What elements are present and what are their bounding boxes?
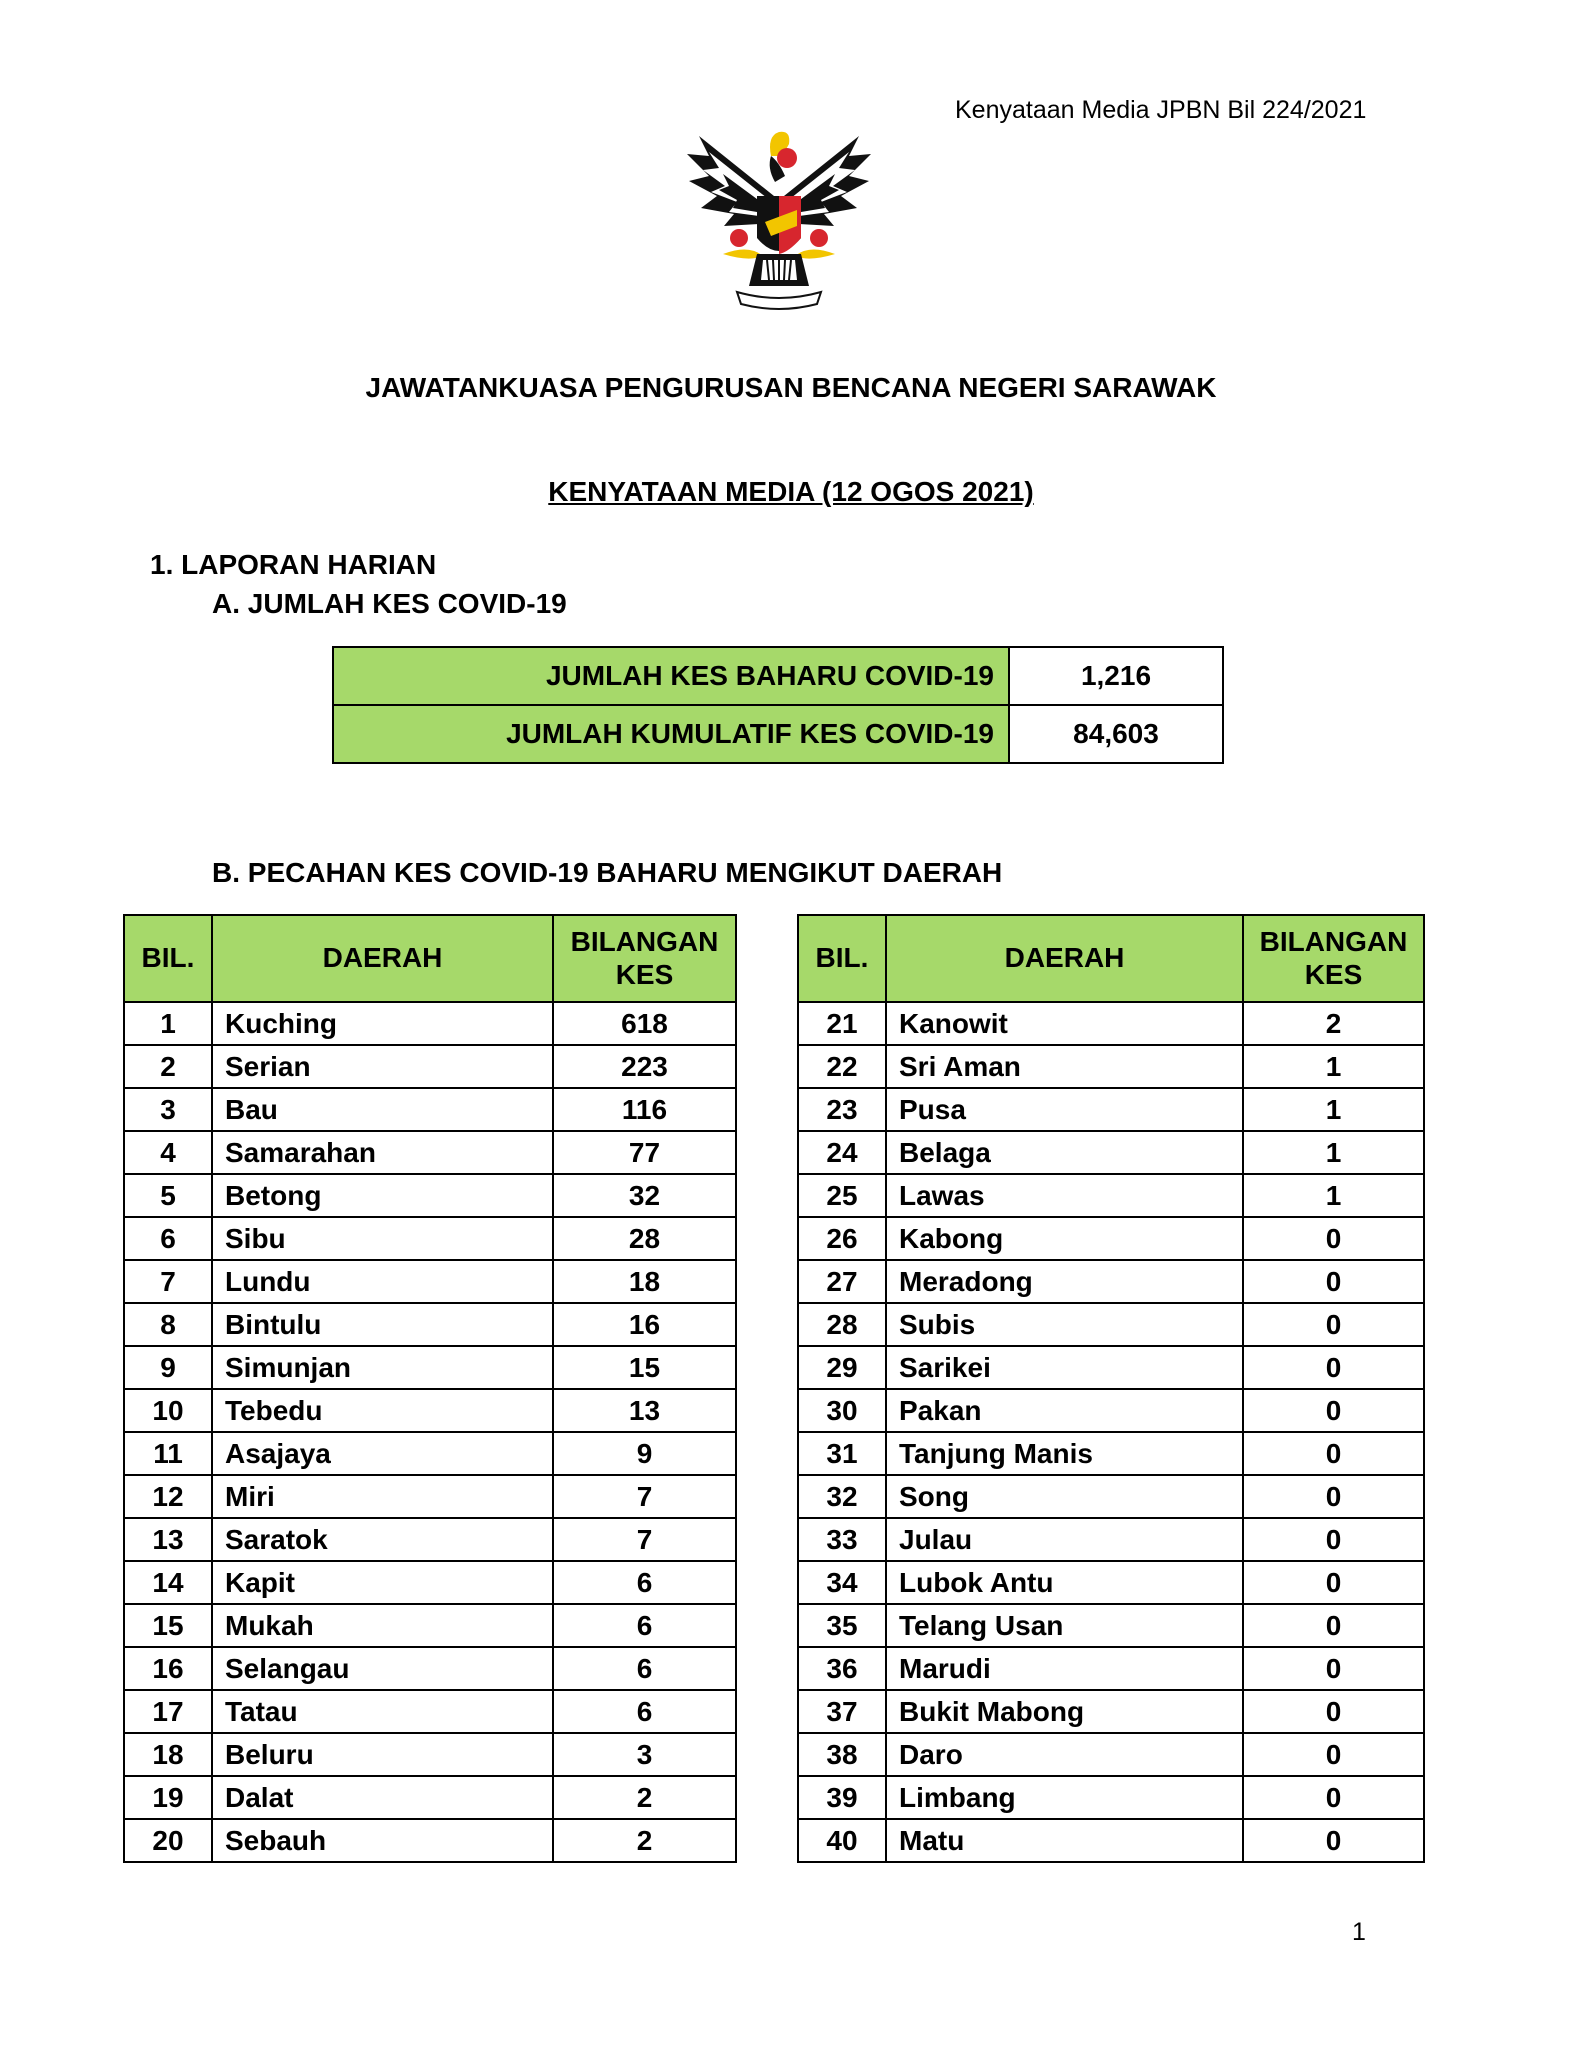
table-row bbox=[124, 1647, 736, 1690]
case-count: 9 bbox=[553, 1432, 736, 1475]
table-row bbox=[798, 1690, 1424, 1733]
summary-new-cases-label: JUMLAH KES BAHARU COVID-19 bbox=[333, 647, 1009, 705]
header-daerah: DAERAH bbox=[212, 915, 553, 1002]
row-number: 7 bbox=[124, 1260, 212, 1303]
district-table-right bbox=[797, 914, 1425, 1863]
row-number: 11 bbox=[124, 1432, 212, 1475]
district-name: Selangau bbox=[212, 1647, 553, 1690]
district-name: Betong bbox=[212, 1174, 553, 1217]
district-name: Dalat bbox=[212, 1776, 553, 1819]
table-row bbox=[124, 1260, 736, 1303]
case-count: 77 bbox=[553, 1131, 736, 1174]
district-name: Bukit Mabong bbox=[886, 1690, 1243, 1733]
summary-new-cases-value: 1,216 bbox=[1009, 647, 1223, 705]
row-number: 35 bbox=[798, 1604, 886, 1647]
district-name: Limbang bbox=[886, 1776, 1243, 1819]
table-row bbox=[798, 1518, 1424, 1561]
district-name: Tatau bbox=[212, 1690, 553, 1733]
case-count: 0 bbox=[1243, 1432, 1424, 1475]
district-name: Pakan bbox=[886, 1389, 1243, 1432]
case-count: 0 bbox=[1243, 1776, 1424, 1819]
header-bilangan-line2: KES bbox=[1304, 958, 1363, 990]
row-number: 5 bbox=[124, 1174, 212, 1217]
table-row bbox=[124, 1045, 736, 1088]
row-number: 13 bbox=[124, 1518, 212, 1561]
district-name: Marudi bbox=[886, 1647, 1243, 1690]
table-row bbox=[798, 1088, 1424, 1131]
district-name: Saratok bbox=[212, 1518, 553, 1561]
row-number: 31 bbox=[798, 1432, 886, 1475]
district-name: Song bbox=[886, 1475, 1243, 1518]
organization-heading: JAWATANKUASA PENGURUSAN BENCANA NEGERI SARAWAK bbox=[365, 372, 1217, 403]
table-row bbox=[798, 1346, 1424, 1389]
district-name: Kabong bbox=[886, 1217, 1243, 1260]
section-1-heading: 1. LAPORAN HARIAN bbox=[150, 549, 437, 580]
case-count: 18 bbox=[553, 1260, 736, 1303]
sarawak-coat-of-arms-icon bbox=[679, 126, 879, 336]
case-count: 0 bbox=[1243, 1518, 1424, 1561]
table-row bbox=[798, 1776, 1424, 1819]
header-daerah: DAERAH bbox=[886, 915, 1243, 1002]
case-count: 32 bbox=[553, 1174, 736, 1217]
district-name: Kanowit bbox=[886, 1002, 1243, 1045]
case-count: 0 bbox=[1243, 1217, 1424, 1260]
row-number: 25 bbox=[798, 1174, 886, 1217]
row-number: 40 bbox=[798, 1819, 886, 1862]
district-table-left bbox=[123, 914, 737, 1863]
district-name: Sibu bbox=[212, 1217, 553, 1260]
table-row bbox=[798, 1432, 1424, 1475]
row-number: 6 bbox=[124, 1217, 212, 1260]
table-row bbox=[798, 1733, 1424, 1776]
row-number: 10 bbox=[124, 1389, 212, 1432]
row-number: 9 bbox=[124, 1346, 212, 1389]
district-name: Kapit bbox=[212, 1561, 553, 1604]
table-row bbox=[124, 1088, 736, 1131]
case-count: 13 bbox=[553, 1389, 736, 1432]
row-number: 17 bbox=[124, 1690, 212, 1733]
district-name: Belaga bbox=[886, 1131, 1243, 1174]
table-row bbox=[798, 1131, 1424, 1174]
district-name: Tanjung Manis bbox=[886, 1432, 1243, 1475]
case-count: 28 bbox=[553, 1217, 736, 1260]
case-count: 7 bbox=[553, 1518, 736, 1561]
row-number: 27 bbox=[798, 1260, 886, 1303]
row-number: 20 bbox=[124, 1819, 212, 1862]
district-name: Simunjan bbox=[212, 1346, 553, 1389]
case-count: 6 bbox=[553, 1561, 736, 1604]
case-count: 2 bbox=[553, 1819, 736, 1862]
table-row bbox=[798, 1561, 1424, 1604]
table-row bbox=[124, 1346, 736, 1389]
table-row bbox=[124, 1174, 736, 1217]
case-count: 0 bbox=[1243, 1690, 1424, 1733]
table-row bbox=[124, 1303, 736, 1346]
table-row bbox=[798, 1045, 1424, 1088]
table-row bbox=[124, 1002, 736, 1045]
table-row bbox=[798, 1002, 1424, 1045]
table-header-row bbox=[798, 915, 1424, 1002]
district-name: Bintulu bbox=[212, 1303, 553, 1346]
table-row bbox=[124, 1432, 736, 1475]
row-number: 28 bbox=[798, 1303, 886, 1346]
table-row bbox=[333, 705, 1223, 763]
district-name: Miri bbox=[212, 1475, 553, 1518]
table-row bbox=[124, 1733, 736, 1776]
district-rows-left bbox=[124, 1002, 736, 1862]
table-row bbox=[124, 1819, 736, 1862]
district-name: Mukah bbox=[212, 1604, 553, 1647]
statement-title: KENYATAAN MEDIA (12 OGOS 2021) bbox=[548, 476, 1034, 507]
row-number: 38 bbox=[798, 1733, 886, 1776]
row-number: 18 bbox=[124, 1733, 212, 1776]
page-number: 1 bbox=[1352, 1918, 1366, 1946]
row-number: 37 bbox=[798, 1690, 886, 1733]
case-count: 1 bbox=[1243, 1174, 1424, 1217]
case-count: 15 bbox=[553, 1346, 736, 1389]
table-row bbox=[124, 1604, 736, 1647]
table-row bbox=[798, 1303, 1424, 1346]
case-count: 0 bbox=[1243, 1260, 1424, 1303]
table-row bbox=[124, 1561, 736, 1604]
table-row bbox=[124, 1475, 736, 1518]
case-count: 0 bbox=[1243, 1647, 1424, 1690]
district-name: Sarikei bbox=[886, 1346, 1243, 1389]
table-row bbox=[124, 1518, 736, 1561]
district-name: Lubok Antu bbox=[886, 1561, 1243, 1604]
header-bilangan-line1: BILANGAN bbox=[1259, 926, 1408, 958]
case-count: 223 bbox=[553, 1045, 736, 1088]
row-number: 4 bbox=[124, 1131, 212, 1174]
district-rows-right bbox=[798, 1002, 1424, 1862]
district-name: Bau bbox=[212, 1088, 553, 1131]
case-count: 1 bbox=[1243, 1131, 1424, 1174]
district-name: Telang Usan bbox=[886, 1604, 1243, 1647]
case-count: 116 bbox=[553, 1088, 736, 1131]
table-row bbox=[798, 1174, 1424, 1217]
row-number: 15 bbox=[124, 1604, 212, 1647]
case-count: 6 bbox=[553, 1647, 736, 1690]
table-row bbox=[798, 1260, 1424, 1303]
case-count: 3 bbox=[553, 1733, 736, 1776]
table-row bbox=[124, 1690, 736, 1733]
district-name: Matu bbox=[886, 1819, 1243, 1862]
table-row bbox=[124, 1776, 736, 1819]
header-bilangan-kes bbox=[1243, 915, 1424, 1002]
case-count: 6 bbox=[553, 1604, 736, 1647]
row-number: 36 bbox=[798, 1647, 886, 1690]
case-count: 2 bbox=[1243, 1002, 1424, 1045]
table-header-row bbox=[124, 915, 736, 1002]
header-bil: BIL. bbox=[798, 915, 886, 1002]
district-name: Serian bbox=[212, 1045, 553, 1088]
case-count: 0 bbox=[1243, 1561, 1424, 1604]
case-count: 0 bbox=[1243, 1346, 1424, 1389]
case-count: 0 bbox=[1243, 1303, 1424, 1346]
district-name: Tebedu bbox=[212, 1389, 553, 1432]
case-count: 0 bbox=[1243, 1475, 1424, 1518]
district-name: Asajaya bbox=[212, 1432, 553, 1475]
case-count: 1 bbox=[1243, 1088, 1424, 1131]
district-name: Samarahan bbox=[212, 1131, 553, 1174]
district-name: Kuching bbox=[212, 1002, 553, 1045]
district-name: Julau bbox=[886, 1518, 1243, 1561]
row-number: 24 bbox=[798, 1131, 886, 1174]
case-count: 2 bbox=[553, 1776, 736, 1819]
table-row bbox=[333, 647, 1223, 705]
row-number: 29 bbox=[798, 1346, 886, 1389]
case-count: 0 bbox=[1243, 1733, 1424, 1776]
case-count: 618 bbox=[553, 1002, 736, 1045]
summary-table bbox=[332, 646, 1224, 764]
row-number: 14 bbox=[124, 1561, 212, 1604]
row-number: 23 bbox=[798, 1088, 886, 1131]
section-1a-heading: A. JUMLAH KES COVID-19 bbox=[212, 588, 567, 619]
header-bilangan-line2: KES bbox=[615, 958, 674, 990]
case-count: 0 bbox=[1243, 1819, 1424, 1862]
row-number: 3 bbox=[124, 1088, 212, 1131]
document-reference: Kenyataan Media JPBN Bil 224/2021 bbox=[955, 96, 1367, 124]
district-name: Sri Aman bbox=[886, 1045, 1243, 1088]
row-number: 2 bbox=[124, 1045, 212, 1088]
row-number: 12 bbox=[124, 1475, 212, 1518]
row-number: 32 bbox=[798, 1475, 886, 1518]
row-number: 21 bbox=[798, 1002, 886, 1045]
district-name: Sebauh bbox=[212, 1819, 553, 1862]
row-number: 33 bbox=[798, 1518, 886, 1561]
district-name: Meradong bbox=[886, 1260, 1243, 1303]
row-number: 16 bbox=[124, 1647, 212, 1690]
table-row bbox=[124, 1217, 736, 1260]
table-row bbox=[798, 1217, 1424, 1260]
summary-cumulative-value: 84,603 bbox=[1009, 705, 1223, 763]
case-count: 16 bbox=[553, 1303, 736, 1346]
case-count: 1 bbox=[1243, 1045, 1424, 1088]
case-count: 0 bbox=[1243, 1604, 1424, 1647]
row-number: 26 bbox=[798, 1217, 886, 1260]
district-name: Beluru bbox=[212, 1733, 553, 1776]
case-count: 0 bbox=[1243, 1389, 1424, 1432]
row-number: 1 bbox=[124, 1002, 212, 1045]
table-row bbox=[798, 1475, 1424, 1518]
row-number: 30 bbox=[798, 1389, 886, 1432]
header-bil: BIL. bbox=[124, 915, 212, 1002]
row-number: 22 bbox=[798, 1045, 886, 1088]
district-name: Daro bbox=[886, 1733, 1243, 1776]
case-count: 7 bbox=[553, 1475, 736, 1518]
header-bilangan-kes bbox=[553, 915, 736, 1002]
row-number: 8 bbox=[124, 1303, 212, 1346]
section-1b-heading: B. PECAHAN KES COVID-19 BAHARU MENGIKUT DAERAH bbox=[212, 857, 1003, 888]
district-name: Subis bbox=[886, 1303, 1243, 1346]
case-count: 6 bbox=[553, 1690, 736, 1733]
table-row bbox=[124, 1131, 736, 1174]
table-row bbox=[798, 1647, 1424, 1690]
district-name: Lundu bbox=[212, 1260, 553, 1303]
row-number: 19 bbox=[124, 1776, 212, 1819]
table-row bbox=[798, 1819, 1424, 1862]
table-row bbox=[798, 1389, 1424, 1432]
district-name: Lawas bbox=[886, 1174, 1243, 1217]
header-bilangan-line1: BILANGAN bbox=[570, 926, 719, 958]
row-number: 39 bbox=[798, 1776, 886, 1819]
summary-cumulative-label: JUMLAH KUMULATIF KES COVID-19 bbox=[333, 705, 1009, 763]
table-row bbox=[798, 1604, 1424, 1647]
table-row bbox=[124, 1389, 736, 1432]
district-name: Pusa bbox=[886, 1088, 1243, 1131]
row-number: 34 bbox=[798, 1561, 886, 1604]
